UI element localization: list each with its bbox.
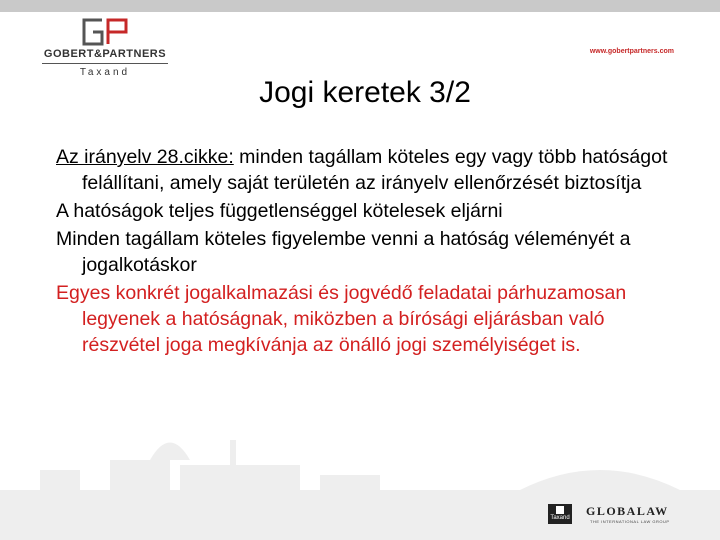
bullet-1: [56, 144, 676, 196]
website-link[interactable]: www.gobertpartners.com: [589, 48, 674, 55]
logo-divider: [42, 63, 168, 64]
globalaw-logo: [586, 504, 676, 526]
slide-title: Jogi keretek 3/2: [259, 76, 471, 109]
gp-monogram-icon: [82, 18, 128, 46]
taxand-square-icon: [556, 506, 564, 514]
slide-content: [56, 144, 676, 360]
bullet-2: A hatóságok teljes függetlenséggel kötelesek eljárni: [56, 200, 503, 222]
top-bar: [0, 0, 720, 12]
logo-name: GOBERT&PARTNERS: [43, 48, 167, 60]
globalaw-tagline: THE INTERNATIONAL LAW GROUP: [590, 519, 670, 524]
bullet-3: Minden tagállam köteles figyelembe venni a hatóság véleményét a jogalkotáskor: [56, 228, 631, 276]
logo-subtitle: Taxand: [79, 67, 131, 78]
globalaw-name: GLOBALAW: [586, 504, 669, 518]
bullet-4: Egyes konkrét jogalkalmazási és jogvédő feladatai párhuzamosan legyenek a hatóságnak, miközben a bírósági eljárásban való részvétel joga megkívánja az önálló jogi személyiséget is.: [56, 282, 627, 356]
bullet-1-text: minden tagállam köteles egy vagy több hatóságot felállítani, amely saját területén az irányelv ellenőrzését biztosítja: [82, 146, 668, 194]
taxand-badge: Taxand: [548, 504, 572, 524]
bullet-1-lead: Az irányelv 28.cikke:: [56, 146, 234, 168]
gobert-partners-logo: [40, 18, 170, 76]
